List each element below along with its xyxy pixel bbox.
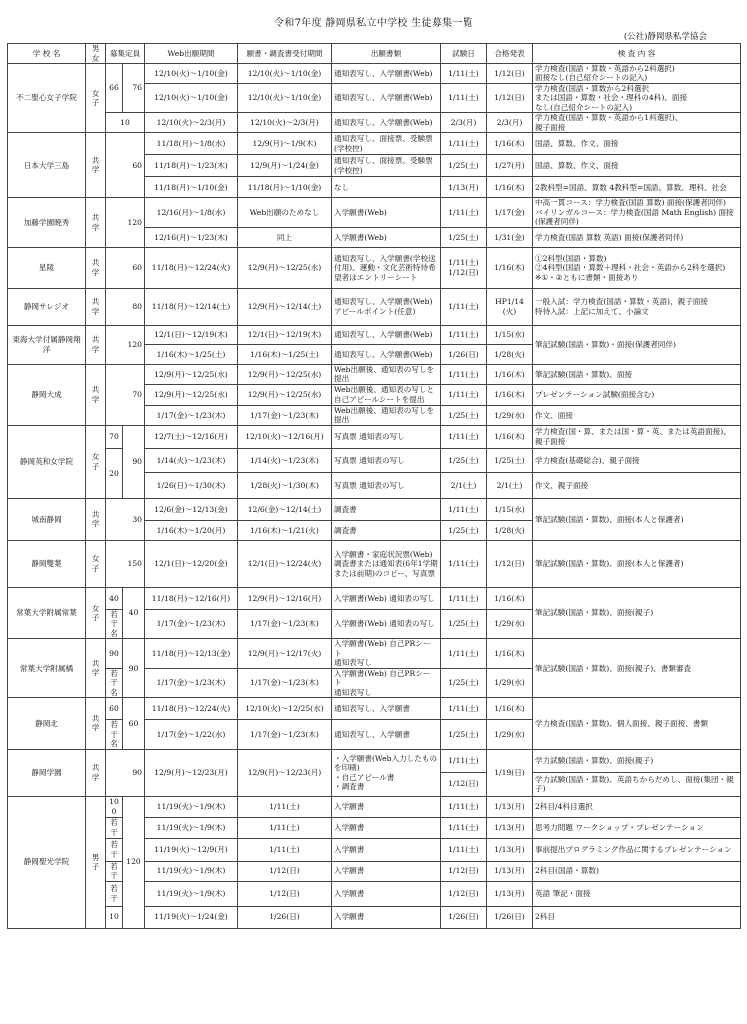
capacity: 120 xyxy=(106,198,145,247)
cell-documents: Web出願後、通知表の写しと自己アピールシートを提出 xyxy=(332,384,441,405)
capacity-part: 20 xyxy=(106,448,123,498)
cell-result-date: 1/19(日) xyxy=(487,749,533,796)
cell-result-date: 1/29(水) xyxy=(487,609,533,638)
cell-result-date: 1/16(木) xyxy=(487,177,533,198)
table-row xyxy=(8,498,741,520)
cell-doc-period: 12/10(火)～1/10(金) xyxy=(238,64,332,84)
cell-exam-content: 学力試験(国語・算数)、英語ちからだめし、面接(集団・親子) xyxy=(533,772,741,796)
table-row xyxy=(8,425,741,448)
cell-exam-date: 1/12(日) xyxy=(441,772,487,796)
cell-doc-period: 11/18(月)～1/10(金) xyxy=(238,177,332,198)
table-row xyxy=(8,881,741,906)
cell-exam-date: 2/1(土) xyxy=(441,472,487,498)
cell-doc-period: 12/10(火)～2/3(月) xyxy=(238,113,332,133)
cell-exam-content: プレゼンテーション試験(面接含む) xyxy=(533,384,741,405)
cell-exam-content: 事前提出プログラミング作品に関するプレゼンテーション xyxy=(533,838,741,861)
table-row xyxy=(8,838,741,861)
cell-exam-content: 思考力問題 ワークショップ・プレゼンテーション xyxy=(533,817,741,838)
cell-exam-date: 1/11(土) xyxy=(441,64,487,84)
capacity-part: 90 xyxy=(106,639,123,668)
school-name: 不二聖心女子学院 xyxy=(8,64,86,133)
cell-exam-date: 2/3(月) xyxy=(441,113,487,133)
cell-result-date: 2/1(土) xyxy=(487,472,533,498)
cell-result-date: 1/16(木) xyxy=(487,364,533,384)
cell-exam-content: 英語 筆記・面接 xyxy=(533,881,741,906)
cell-doc-period: 12/10(火)～12/16(月) xyxy=(238,425,332,448)
cell-doc-period: 12/9(月)～12/17(火) xyxy=(238,639,332,668)
organization-name: (公社)静岡県私学協会 xyxy=(623,32,707,42)
cell-doc-period: 1/17(金)～1/23(木) xyxy=(238,668,332,697)
cell-documents: 通知表写し、入学願書(Web) xyxy=(332,113,441,133)
cell-exam-date: 1/25(土) xyxy=(441,609,487,638)
cell-web-period: 1/17(金)～1/22(水) xyxy=(145,720,238,749)
cell-documents: 通知表写し、面接票、受験票(学校控) xyxy=(332,155,441,177)
cell-documents: ・入学願書(Web入力したものを印刷) ・自己アピール書 ・調査書 xyxy=(332,749,441,796)
capacity-part: 70 xyxy=(106,425,123,448)
cell-exam-content: 2科目/4科目選択 xyxy=(533,796,741,817)
cell-exam-content: ①2科型(国語・算数) ②4科型(国語・算数＋理科・社会・英語から2科を選択) ※①・②ともに書類・面接あり xyxy=(533,247,741,288)
cell-exam-content: 学力検査(国語・算数・英語から1科選択)、 親子面接 xyxy=(533,113,741,133)
cell-web-period: 11/19(火)～1/9(木) xyxy=(145,881,238,906)
cell-doc-period: 1/11(土) xyxy=(238,796,332,817)
cell-documents: 入学願書(Web) xyxy=(332,227,441,247)
cell-web-period: 11/18(月)～12/16(月) xyxy=(145,587,238,609)
cell-exam-content: 筆記試験(国語・算数)、面接 xyxy=(533,364,741,384)
cell-web-period: 11/18(月)～1/8(水) xyxy=(145,133,238,155)
gender: 共学 xyxy=(86,198,106,247)
gender: 共学 xyxy=(86,288,106,325)
school-name: 静岡聖光学院 xyxy=(8,796,86,928)
cell-result-date: 1/13(月) xyxy=(487,796,533,817)
gender: 共学 xyxy=(86,749,106,796)
cell-web-period: 11/18(月)～12/14(土) xyxy=(145,288,238,325)
cell-exam-date: 1/26(日) xyxy=(441,344,487,364)
school-name: 日本大学三島 xyxy=(8,133,86,198)
cell-documents: 通知表写し、入学願書(Web) xyxy=(332,325,441,344)
cell-exam-date: 1/11(土) xyxy=(441,325,487,344)
cell-result-date: 1/16(木) xyxy=(487,133,533,155)
school-name: 静岡大成 xyxy=(8,364,86,425)
header-exam-content: 検 査 内 容 xyxy=(533,44,741,64)
cell-documents: 写真票 通知表の写し xyxy=(332,425,441,448)
cell-result-date: 1/28(火) xyxy=(487,344,533,364)
school-name: 静岡サレジオ xyxy=(8,288,86,325)
cell-result-date: 2/3(月) xyxy=(487,113,533,133)
cell-result-date: 1/15(水) xyxy=(487,325,533,344)
cell-documents: なし xyxy=(332,177,441,198)
cell-web-period: 12/16(月)～1/8(水) xyxy=(145,198,238,227)
capacity-part: 若干名 xyxy=(106,609,123,638)
cell-documents: 調査書 xyxy=(332,520,441,540)
capacity: 60 xyxy=(106,247,145,288)
gender: 共学 xyxy=(86,364,106,425)
cell-result-date: HP1/14(火) xyxy=(487,288,533,325)
table-row xyxy=(8,133,741,155)
cell-doc-period: 12/9(月)～1/24(金) xyxy=(238,155,332,177)
cell-documents: 通知表写し、入学願書 xyxy=(332,720,441,749)
cell-result-date: 1/31(金) xyxy=(487,227,533,247)
cell-documents: 入学願書(Web) 通知表の写し xyxy=(332,609,441,638)
cell-exam-date: 1/25(土) xyxy=(441,720,487,749)
cell-web-period: 1/16(木)～1/25(土) xyxy=(145,344,238,364)
cell-web-period: 11/18(月)～12/24(火) xyxy=(145,247,238,288)
capacity: 30 xyxy=(106,498,145,540)
cell-exam-content: 作文、面接 xyxy=(533,405,741,425)
cell-web-period: 12/10(火)～1/10(金) xyxy=(145,64,238,84)
cell-web-period: 1/26(日)～1/30(木) xyxy=(145,472,238,498)
capacity-part: 40 xyxy=(106,587,123,609)
school-name: 静岡雙葉 xyxy=(8,540,86,587)
cell-web-period: 1/17(金)～1/23(木) xyxy=(145,668,238,697)
table-row xyxy=(8,247,741,288)
cell-doc-period: 12/9(月)～12/25(水) xyxy=(238,247,332,288)
cell-documents: 入学願書(Web) xyxy=(332,198,441,227)
cell-documents: Web出願後、通知表の写しを提出 xyxy=(332,364,441,384)
cell-web-period: 11/19(火)～1/9(木) xyxy=(145,861,238,881)
header-result-date: 合格発表 xyxy=(487,44,533,64)
capacity: 120 xyxy=(106,325,145,364)
cell-exam-content: 筆記試験(国語・算数)、面接(本人と保護者) xyxy=(533,540,741,587)
cell-exam-content: 中高一貫コース：学力検査(国語 算数) 面接(保護者同伴) バイリンガルコース：学力検査(国語 Math English) 面接(保護者同伴) xyxy=(533,198,741,227)
cell-exam-date: 1/11(土) xyxy=(441,198,487,227)
cell-exam-date: 1/25(土) xyxy=(441,227,487,247)
cell-exam-content: 国語、算数、作文、面接 xyxy=(533,155,741,177)
cell-web-period: 12/9(月)～12/23(月) xyxy=(145,749,238,796)
cell-doc-period: Web出願のためなし xyxy=(238,198,332,227)
cell-result-date: 1/29(水) xyxy=(487,720,533,749)
cell-exam-content: 学力検査(国語・算数)、個人面接、親子面接、書類 xyxy=(533,698,741,749)
cell-exam-content: 国語、算数、作文、面接 xyxy=(533,133,741,155)
capacity: 80 xyxy=(106,288,145,325)
cell-doc-period: 12/9(月)～12/14(土) xyxy=(238,288,332,325)
cell-exam-content: 学力検査(国・算、または国・算・英、または英語面接)、親子面接 xyxy=(533,425,741,448)
cell-documents: 入学願書 xyxy=(332,881,441,906)
table-row xyxy=(8,817,741,838)
capacity-total: 90 xyxy=(123,425,145,498)
cell-result-date: 1/13(月) xyxy=(487,861,533,881)
cell-exam-content: 学力検査(国語 算数 英語) 面接(保護者同伴) xyxy=(533,227,741,247)
cell-documents: 入学願書 xyxy=(332,838,441,861)
cell-result-date: 1/16(木) xyxy=(487,247,533,288)
table-row xyxy=(8,325,741,344)
cell-result-date: 1/16(木) xyxy=(487,698,533,720)
cell-documents: 入学願書・家庭状況票(Web) 調査書または通知表(6年1学期または前期)のコピー、写真票 xyxy=(332,540,441,587)
cell-web-period: 12/16(月)～1/23(木) xyxy=(145,227,238,247)
school-name: 常葉大学附属橘 xyxy=(8,639,86,698)
cell-result-date: 1/26(日) xyxy=(487,906,533,928)
cell-result-date: 1/16(木) xyxy=(487,639,533,668)
cell-doc-period: 12/1(日)～12/19(木) xyxy=(238,325,332,344)
header-web-period: Web出願期間 xyxy=(145,44,238,64)
cell-exam-date: 1/25(土) xyxy=(441,155,487,177)
cell-doc-period: 12/9(月)～12/16(月) xyxy=(238,587,332,609)
header-school: 学 校 名 xyxy=(8,44,86,64)
cell-doc-period: 12/10(火)～1/10(金) xyxy=(238,83,332,112)
cell-web-period: 1/16(木)～1/20(月) xyxy=(145,520,238,540)
cell-exam-date: 1/11(土) xyxy=(441,133,487,155)
cell-doc-period: 1/17(金)～1/23(木) xyxy=(238,720,332,749)
table-row xyxy=(8,749,741,772)
header-capacity: 募集定員 xyxy=(106,44,145,64)
cell-web-period: 11/19(火)～1/9(木) xyxy=(145,817,238,838)
cell-doc-period: 1/12(日) xyxy=(238,881,332,906)
cell-result-date: 1/29(水) xyxy=(487,668,533,697)
cell-documents: 入学願書(Web) 通知表の写し xyxy=(332,587,441,609)
cell-doc-period: 1/28(火)～1/30(木) xyxy=(238,472,332,498)
table-row xyxy=(8,448,741,472)
cell-exam-date: 1/11(土) xyxy=(441,498,487,520)
cell-exam-date: 1/12(日) xyxy=(441,861,487,881)
cell-exam-content: 2教科型=国語、算数 4教科型=国語、算数、理科、社会 xyxy=(533,177,741,198)
school-name: 常葉大学附属常葉 xyxy=(8,587,86,638)
cell-exam-content: 筆記試験(国語・算数)、面接(親子) xyxy=(533,587,741,638)
table-row xyxy=(8,698,741,720)
cell-doc-period: 12/9(月)～12/25(水) xyxy=(238,384,332,405)
capacity: 90 xyxy=(106,749,145,796)
cell-web-period: 11/18(月)～12/24(火) xyxy=(145,698,238,720)
capacity-part: 若干 xyxy=(106,817,123,838)
header-exam-date: 試験日 xyxy=(441,44,487,64)
capacity-part: 66 xyxy=(106,64,123,113)
capacity-total: 120 xyxy=(123,796,145,928)
cell-documents: 入学願書 xyxy=(332,817,441,838)
capacity-part: 10 xyxy=(106,906,123,928)
cell-doc-period: 1/11(土) xyxy=(238,838,332,861)
cell-web-period: 11/19(火)～1/24(金) xyxy=(145,906,238,928)
cell-web-period: 1/17(金)～1/23(木) xyxy=(145,609,238,638)
capacity: 150 xyxy=(106,540,145,587)
cell-documents: Web出願後、通知表の写しを提出 xyxy=(332,405,441,425)
gender: 共学 xyxy=(86,133,106,198)
cell-result-date: 1/15(水) xyxy=(487,498,533,520)
capacity: 70 xyxy=(106,364,145,425)
school-name: 静岡学園 xyxy=(8,749,86,796)
cell-doc-period: 1/12(日) xyxy=(238,861,332,881)
cell-exam-date: 1/25(土) xyxy=(441,520,487,540)
cell-exam-date: 1/11(土) xyxy=(441,540,487,587)
cell-result-date: 1/13(月) xyxy=(487,817,533,838)
table-row xyxy=(8,113,741,133)
table-row xyxy=(8,540,741,587)
cell-documents: 入学願書(Web) 自己PRシート 通知表写し xyxy=(332,668,441,697)
cell-documents: 写真票 通知表の写し xyxy=(332,472,441,498)
cell-result-date: 1/12(日) xyxy=(487,83,533,112)
cell-doc-period: 1/17(金)～1/23(木) xyxy=(238,609,332,638)
cell-exam-content: 学力試験(国語・算数)、面接(親子) xyxy=(533,749,741,772)
cell-exam-date: 1/12(日) xyxy=(441,881,487,906)
capacity-total: 76 xyxy=(123,64,145,113)
capacity-total: 60 xyxy=(123,698,145,749)
cell-documents: 通知表写し、入学願書(Web) アピールポイント(任意) xyxy=(332,288,441,325)
cell-doc-period: 同上 xyxy=(238,227,332,247)
table-row xyxy=(8,198,741,227)
cell-result-date: 1/13(月) xyxy=(487,881,533,906)
cell-doc-period: 12/9(月)～12/23(月) xyxy=(238,749,332,796)
cell-exam-date: 1/11(土) xyxy=(441,425,487,448)
cell-exam-date: 1/11(土) xyxy=(441,838,487,861)
school-name: 星陵 xyxy=(8,247,86,288)
capacity-total: 90 xyxy=(123,639,145,698)
school-name: 城南静岡 xyxy=(8,498,86,540)
cell-doc-period: 12/1(日)～12/24(火) xyxy=(238,540,332,587)
cell-web-period: 11/18(月)～1/23(木) xyxy=(145,155,238,177)
cell-documents: 調査書 xyxy=(332,498,441,520)
cell-doc-period: 12/9(月)～12/25(水) xyxy=(238,364,332,384)
cell-exam-date: 1/25(土) xyxy=(441,668,487,697)
cell-result-date: 1/17(金) xyxy=(487,198,533,227)
capacity-total: 40 xyxy=(123,587,145,638)
capacity-part: 10 xyxy=(106,113,145,133)
cell-exam-date: 1/11(土) xyxy=(441,364,487,384)
cell-result-date: 1/28(火) xyxy=(487,520,533,540)
cell-web-period: 1/17(金)～1/23(木) xyxy=(145,405,238,425)
cell-exam-date: 1/11(土) xyxy=(441,817,487,838)
cell-documents: 通知表写し、入学願書(Web) xyxy=(332,64,441,84)
cell-doc-period: 1/16(木)～1/21(火) xyxy=(238,520,332,540)
recruitment-table xyxy=(7,43,741,929)
page-title: 令和7年度 静岡県私立中学校 生徒募集一覧 xyxy=(273,18,474,29)
cell-web-period: 12/6(金)～12/13(金) xyxy=(145,498,238,520)
cell-doc-period: 1/17(金)～1/23(木) xyxy=(238,405,332,425)
cell-documents: 通知表写し、入学願書 xyxy=(332,698,441,720)
cell-exam-date: 1/11(土) xyxy=(441,83,487,112)
cell-web-period: 12/10(火)～1/10(金) xyxy=(145,83,238,112)
gender: 男子 xyxy=(86,796,106,928)
cell-web-period: 11/18(月)～12/13(金) xyxy=(145,639,238,668)
cell-result-date: 1/29(水) xyxy=(487,405,533,425)
cell-result-date: 1/13(月) xyxy=(487,838,533,861)
cell-web-period: 12/9(月)～12/25(水) xyxy=(145,384,238,405)
table-row xyxy=(8,906,741,928)
cell-doc-period: 1/14(火)～1/23(木) xyxy=(238,448,332,472)
cell-doc-period: 12/9(月)～1/9(木) xyxy=(238,133,332,155)
table-row xyxy=(8,861,741,881)
capacity-part: 若干 xyxy=(106,881,123,906)
gender: 女子 xyxy=(86,587,106,638)
cell-result-date: 1/16(木) xyxy=(487,384,533,405)
capacity-part: 若干 xyxy=(106,861,123,881)
cell-exam-date: 1/11(土) xyxy=(441,639,487,668)
cell-exam-content: 2科目 xyxy=(533,906,741,928)
table-row xyxy=(8,587,741,609)
cell-web-period: 11/19(火)～1/9(木) xyxy=(145,796,238,817)
cell-web-period: 11/19(火)～12/9(月) xyxy=(145,838,238,861)
cell-exam-date: 1/25(土) xyxy=(441,448,487,472)
cell-exam-content: 筆記試験(国語・算数)、面接(本人と保護者) xyxy=(533,498,741,540)
capacity-part: 100 xyxy=(106,796,123,817)
gender: 共学 xyxy=(86,325,106,364)
header-gender: 男女 xyxy=(86,44,106,64)
cell-web-period: 1/14(火)～1/23(木) xyxy=(145,448,238,472)
cell-exam-date: 1/11(土) xyxy=(441,698,487,720)
cell-doc-period: 12/10(火)～12/25(水) xyxy=(238,698,332,720)
cell-result-date: 1/16(木) xyxy=(487,425,533,448)
header-documents: 出願書類 xyxy=(332,44,441,64)
cell-exam-date: 1/11(土) xyxy=(441,587,487,609)
capacity-part: 若干名 xyxy=(106,720,123,749)
cell-exam-content: 作文、親子面接 xyxy=(533,472,741,498)
cell-documents: 通知表写し、入学願書(Web) xyxy=(332,83,441,112)
cell-result-date: 1/12(日) xyxy=(487,540,533,587)
cell-exam-date: 1/11(土) xyxy=(441,749,487,772)
cell-doc-period: 1/16(木)～1/25(土) xyxy=(238,344,332,364)
cell-exam-content: 筆記試験(国語・算数)・面接(保護者同伴) xyxy=(533,325,741,364)
cell-documents: 通知表写し、入学願書(Web) xyxy=(332,344,441,364)
table-row xyxy=(8,796,741,817)
cell-doc-period: 12/6(金)～12/14(土) xyxy=(238,498,332,520)
capacity-part: 60 xyxy=(106,698,123,720)
cell-documents: 入学願書(Web) 自己PRシート 通知表写し xyxy=(332,639,441,668)
cell-documents: 入学願書 xyxy=(332,906,441,928)
cell-exam-content: 筆記試験(国語・算数)、面接(親子)、書類審査 xyxy=(533,639,741,698)
cell-documents: 入学願書 xyxy=(332,861,441,881)
cell-exam-date: 1/11(土) 1/12(日) xyxy=(441,247,487,288)
cell-documents: 通知表写し、入学願書(学校送付用)、運動・文化芸術特待希望者はエントリーシート xyxy=(332,247,441,288)
cell-exam-date: 1/11(土) xyxy=(441,796,487,817)
header-doc-period: 願書・調査書受付期間 xyxy=(238,44,332,64)
cell-documents: 通知表写し、面接票、受験票(学校控) xyxy=(332,133,441,155)
table-row xyxy=(8,364,741,384)
capacity-part: 若干名 xyxy=(106,668,123,697)
cell-web-period: 12/7(土)～12/16(月) xyxy=(145,425,238,448)
gender: 共学 xyxy=(86,698,106,749)
cell-exam-content: 学力検査(国語・算数・英語から2科選択) 面接なし(自己紹介シートの記入) xyxy=(533,64,741,84)
capacity: 60 xyxy=(106,133,145,198)
header-row xyxy=(8,44,741,64)
table-row xyxy=(8,64,741,84)
gender: 女子 xyxy=(86,64,106,133)
cell-result-date: 1/12(日) xyxy=(487,64,533,84)
cell-doc-period: 1/11(土) xyxy=(238,817,332,838)
cell-web-period: 12/10(火)～2/3(月) xyxy=(145,113,238,133)
school-name: 東海大学付属静岡翔洋 xyxy=(8,325,86,364)
cell-exam-date: 1/11(土) xyxy=(441,384,487,405)
cell-documents: 写真票 通知表の写し xyxy=(332,448,441,472)
gender: 女子 xyxy=(86,540,106,587)
gender: 共学 xyxy=(86,247,106,288)
capacity-part: 若干 xyxy=(106,838,123,861)
cell-web-period: 12/1(日)～12/19(木) xyxy=(145,325,238,344)
table-row xyxy=(8,288,741,325)
table-row xyxy=(8,639,741,668)
gender: 女子 xyxy=(86,425,106,498)
school-name: 加藤学園暁秀 xyxy=(8,198,86,247)
cell-exam-date: 1/13(月) xyxy=(441,177,487,198)
cell-doc-period: 1/26(日) xyxy=(238,906,332,928)
cell-exam-content: 一般入試：学力検査(国語・算数・英語)、親子面接 特待入試：上記に加えて、小論文 xyxy=(533,288,741,325)
cell-result-date: 1/27(月) xyxy=(487,155,533,177)
school-name: 静岡英和女学院 xyxy=(8,425,86,498)
school-name: 静岡北 xyxy=(8,698,86,749)
cell-web-period: 12/1(日)～12/20(金) xyxy=(145,540,238,587)
cell-exam-date: 1/25(土) xyxy=(441,405,487,425)
cell-exam-content: 2科目(国語・算数) xyxy=(533,861,741,881)
cell-result-date: 1/25(土) xyxy=(487,448,533,472)
cell-exam-date: 1/26(日) xyxy=(441,906,487,928)
cell-documents: 入学願書 xyxy=(332,796,441,817)
cell-exam-date: 1/11(土) xyxy=(441,288,487,325)
gender: 共学 xyxy=(86,498,106,540)
cell-exam-content: 学力検査(国語・算数から2科選択 または国語・算数・社会・理科の4科)、面接 なし(自己紹介シートの記入) xyxy=(533,83,741,112)
cell-result-date: 1/16(木) xyxy=(487,587,533,609)
cell-web-period: 12/9(月)～12/25(水) xyxy=(145,364,238,384)
cell-web-period: 11/18(月)～1/10(金) xyxy=(145,177,238,198)
gender: 共学 xyxy=(86,639,106,698)
cell-exam-content: 学力検査(基礎総合)、親子面接 xyxy=(533,448,741,472)
